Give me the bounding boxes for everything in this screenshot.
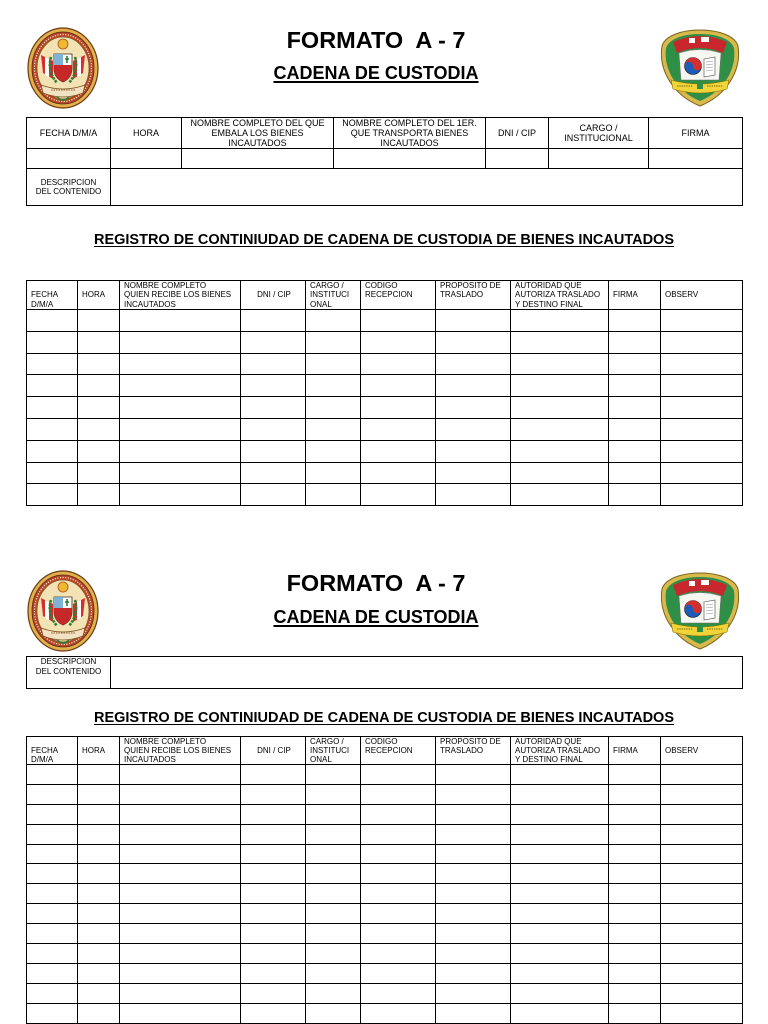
table-cell — [241, 844, 306, 864]
table-row — [27, 440, 743, 462]
table-cell — [361, 310, 436, 332]
table-cell — [361, 983, 436, 1003]
table-cell — [661, 331, 743, 353]
table-cell — [78, 765, 120, 785]
table-cell — [661, 824, 743, 844]
table-cell — [609, 418, 661, 440]
table-row — [27, 804, 743, 824]
table-cell — [241, 765, 306, 785]
table-cell — [661, 484, 743, 506]
table-cell — [78, 864, 120, 884]
table-cell — [361, 944, 436, 964]
table-cell — [120, 462, 241, 484]
table-cell — [361, 804, 436, 824]
table-cell — [511, 944, 609, 964]
column-header-position: CARGO / INSTITUCI ONAL — [306, 281, 361, 310]
table-cell — [609, 804, 661, 824]
table-cell — [27, 353, 78, 375]
table-cell — [27, 844, 78, 864]
table-cell — [436, 310, 511, 332]
table-cell — [306, 844, 361, 864]
table-cell — [511, 484, 609, 506]
table-cell — [661, 864, 743, 884]
table-cell — [511, 864, 609, 884]
column-header-signature: FIRMA — [609, 737, 661, 765]
table-cell — [120, 963, 241, 983]
table-cell — [241, 484, 306, 506]
table-cell — [609, 1003, 661, 1023]
table-cell — [120, 944, 241, 964]
table-cell — [609, 944, 661, 964]
table-cell — [661, 1003, 743, 1023]
table-cell — [361, 462, 436, 484]
table-cell — [361, 1003, 436, 1023]
table-cell — [241, 924, 306, 944]
table-row — [27, 310, 743, 332]
table-cell — [661, 844, 743, 864]
table-cell — [436, 353, 511, 375]
table-cell — [511, 418, 609, 440]
table-cell — [486, 149, 549, 169]
table-cell — [241, 397, 306, 419]
table-cell — [361, 375, 436, 397]
table-row — [27, 375, 743, 397]
table-cell — [306, 864, 361, 884]
table-cell — [78, 331, 120, 353]
column-header-signature: FIRMA — [609, 281, 661, 310]
table-cell — [511, 375, 609, 397]
table-cell — [436, 784, 511, 804]
table-cell — [306, 944, 361, 964]
table-cell — [661, 924, 743, 944]
table-cell — [306, 418, 361, 440]
table-cell — [511, 924, 609, 944]
table-cell — [661, 353, 743, 375]
table-cell — [661, 462, 743, 484]
table-cell — [241, 864, 306, 884]
table-row — [27, 765, 743, 785]
table-row — [27, 844, 743, 864]
table-cell — [511, 310, 609, 332]
table-cell — [78, 824, 120, 844]
table-cell — [182, 149, 334, 169]
table-cell — [609, 310, 661, 332]
table-cell — [78, 884, 120, 904]
form-subtitle: CADENA DE CUSTODIA — [273, 607, 479, 627]
table-cell — [511, 462, 609, 484]
table-row — [27, 462, 743, 484]
table-cell — [361, 864, 436, 884]
table-cell — [609, 904, 661, 924]
table-cell — [436, 331, 511, 353]
table-cell — [436, 884, 511, 904]
table-cell — [306, 353, 361, 375]
table-cell — [78, 924, 120, 944]
table-cell — [436, 824, 511, 844]
description-label: DESCRIPCION DEL CONTENIDO — [27, 169, 111, 206]
table-cell — [27, 884, 78, 904]
table-cell — [78, 1003, 120, 1023]
table-cell — [436, 983, 511, 1003]
table-cell — [661, 375, 743, 397]
table-cell — [361, 963, 436, 983]
table-cell — [27, 1003, 78, 1023]
description-field — [111, 169, 743, 206]
table-cell — [511, 963, 609, 983]
table-cell — [511, 784, 609, 804]
table-cell — [609, 884, 661, 904]
table-cell — [306, 784, 361, 804]
table-row — [27, 884, 743, 904]
table-cell — [511, 844, 609, 864]
table-cell — [661, 310, 743, 332]
table-cell — [120, 310, 241, 332]
description-row — [27, 657, 743, 689]
table-cell — [241, 963, 306, 983]
table-cell — [511, 983, 609, 1003]
table-cell — [436, 397, 511, 419]
table-row — [27, 149, 743, 169]
registry-table — [26, 280, 743, 506]
table-cell — [361, 418, 436, 440]
table-cell — [78, 804, 120, 824]
table-cell — [306, 310, 361, 332]
table-cell — [609, 331, 661, 353]
column-header-id: DNI / CIP — [486, 118, 549, 149]
table-cell — [306, 963, 361, 983]
column-header-reception-code: CODIGO RECEPCION — [361, 281, 436, 310]
table-cell — [120, 864, 241, 884]
table-cell — [436, 944, 511, 964]
table-row — [27, 924, 743, 944]
table-cell — [661, 418, 743, 440]
table-cell — [361, 824, 436, 844]
table-row — [27, 331, 743, 353]
table-cell — [361, 884, 436, 904]
table-row — [27, 1003, 743, 1023]
table-cell — [27, 440, 78, 462]
table-cell — [661, 944, 743, 964]
table-cell — [78, 440, 120, 462]
table-cell — [361, 397, 436, 419]
table-cell — [27, 397, 78, 419]
table-cell — [27, 804, 78, 824]
table-cell — [241, 1003, 306, 1023]
table-cell — [661, 397, 743, 419]
table-cell — [609, 844, 661, 864]
registry-table-body — [27, 765, 743, 1024]
table-cell — [120, 440, 241, 462]
column-header-authorizing-authority: AUTORIDAD QUE AUTORIZA TRASLADO Y DESTINO FINAL — [511, 281, 609, 310]
registry-heading: REGISTRO DE CONTINIUDAD DE CADENA DE CUSTODIA DE BIENES INCAUTADOS — [93, 232, 675, 248]
table-cell — [436, 804, 511, 824]
table-cell — [27, 864, 78, 884]
table-row — [27, 353, 743, 375]
table-cell — [334, 149, 486, 169]
table-cell — [609, 963, 661, 983]
table-cell — [78, 375, 120, 397]
table-cell — [511, 904, 609, 924]
table-cell — [511, 884, 609, 904]
column-header-position: CARGO / INSTITUCIONAL — [549, 118, 649, 149]
form-subtitle: CADENA DE CUSTODIA — [273, 63, 479, 83]
description-field — [111, 657, 743, 689]
column-header-packer-name: NOMBRE COMPLETO DEL QUE EMBALA LOS BIENES INCAUTADOS — [182, 118, 334, 149]
table-cell — [609, 924, 661, 944]
column-header-transfer-purpose: PROPOSITO DE TRASLADO — [436, 281, 511, 310]
table-cell — [241, 784, 306, 804]
table-cell — [361, 440, 436, 462]
table-cell — [306, 904, 361, 924]
column-header-id: DNI / CIP — [241, 737, 306, 765]
table-row — [27, 944, 743, 964]
registry-heading: REGISTRO DE CONTINIUDAD DE CADENA DE CUSTODIA DE BIENES INCAUTADOS — [93, 710, 675, 726]
column-header-transporter-name: NOMBRE COMPLETO DEL 1ER. QUE TRANSPORTA BIENES INCAUTADOS — [334, 118, 486, 149]
column-header-observations: OBSERV — [661, 281, 743, 310]
table-cell — [120, 375, 241, 397]
column-header-time: HORA — [78, 281, 120, 310]
table-cell — [27, 924, 78, 944]
table-cell — [361, 904, 436, 924]
registry-table — [26, 736, 743, 1024]
table-cell — [609, 824, 661, 844]
column-header-time: HORA — [78, 737, 120, 765]
table-cell — [511, 353, 609, 375]
table-cell — [27, 331, 78, 353]
table-cell — [609, 765, 661, 785]
table-cell — [361, 844, 436, 864]
table-cell — [241, 804, 306, 824]
table-cell — [241, 462, 306, 484]
table-cell — [120, 397, 241, 419]
table-cell — [436, 765, 511, 785]
column-header-observations: OBSERV — [661, 737, 743, 765]
table-cell — [241, 418, 306, 440]
table-cell — [436, 484, 511, 506]
table-row — [27, 963, 743, 983]
table-cell — [27, 375, 78, 397]
table-cell — [436, 375, 511, 397]
table-header-row — [27, 281, 743, 310]
table-cell — [241, 983, 306, 1003]
table-cell — [306, 331, 361, 353]
table-cell — [661, 983, 743, 1003]
table-cell — [511, 804, 609, 824]
table-cell — [609, 375, 661, 397]
table-row — [27, 784, 743, 804]
table-cell — [78, 310, 120, 332]
table-cell — [120, 804, 241, 824]
table-cell — [661, 904, 743, 924]
table-cell — [661, 784, 743, 804]
column-header-date: FECHA D/M/A — [27, 118, 111, 149]
table-header-row — [27, 118, 743, 149]
table-cell — [111, 149, 182, 169]
table-cell — [241, 884, 306, 904]
column-header-transfer-purpose: PROPOSITO DE TRASLADO — [436, 737, 511, 765]
table-cell — [120, 353, 241, 375]
column-header-authorizing-authority: AUTORIDAD QUE AUTORIZA TRASLADO Y DESTINO FINAL — [511, 737, 609, 765]
table-cell — [306, 397, 361, 419]
table-cell — [306, 824, 361, 844]
description-table — [26, 656, 743, 689]
column-header-reception-code: CODIGO RECEPCION — [361, 737, 436, 765]
table-cell — [649, 149, 743, 169]
table-row — [27, 484, 743, 506]
table-cell — [27, 462, 78, 484]
table-cell — [241, 353, 306, 375]
table-cell — [609, 397, 661, 419]
table-cell — [78, 963, 120, 983]
table-cell — [436, 1003, 511, 1023]
table-cell — [306, 1003, 361, 1023]
table-cell — [120, 1003, 241, 1023]
table-cell — [27, 784, 78, 804]
table-cell — [78, 983, 120, 1003]
table-cell — [436, 462, 511, 484]
table-cell — [306, 440, 361, 462]
table-cell — [27, 484, 78, 506]
table-cell — [361, 784, 436, 804]
description-label: DESCRIPCION DEL CONTENIDO — [27, 657, 111, 689]
table-cell — [361, 331, 436, 353]
table-cell — [661, 884, 743, 904]
table-row — [27, 824, 743, 844]
table-cell — [306, 924, 361, 944]
table-cell — [120, 765, 241, 785]
table-cell — [120, 983, 241, 1003]
table-cell — [241, 440, 306, 462]
table-cell — [306, 765, 361, 785]
form-title: FORMATO A - 7 — [286, 27, 466, 53]
table-cell — [241, 944, 306, 964]
table-cell — [78, 418, 120, 440]
table-cell — [27, 310, 78, 332]
table-cell — [609, 983, 661, 1003]
table-cell — [78, 944, 120, 964]
table-cell — [609, 462, 661, 484]
column-header-position: CARGO / INSTITUCI ONAL — [306, 737, 361, 765]
table-cell — [436, 418, 511, 440]
table-cell — [436, 963, 511, 983]
custody-table — [26, 117, 743, 206]
table-cell — [27, 824, 78, 844]
table-cell — [609, 440, 661, 462]
table-row — [27, 864, 743, 884]
table-cell — [27, 983, 78, 1003]
table-cell — [436, 864, 511, 884]
table-cell — [306, 884, 361, 904]
table-cell — [306, 804, 361, 824]
table-cell — [120, 824, 241, 844]
table-row — [27, 397, 743, 419]
table-cell — [661, 765, 743, 785]
table-cell — [306, 484, 361, 506]
table-cell — [27, 418, 78, 440]
table-cell — [241, 310, 306, 332]
table-cell — [361, 353, 436, 375]
table-cell — [78, 844, 120, 864]
table-cell — [511, 440, 609, 462]
table-cell — [27, 944, 78, 964]
table-cell — [511, 824, 609, 844]
table-cell — [27, 149, 111, 169]
column-header-date: FECHA D/M/A — [27, 737, 78, 765]
table-cell — [120, 784, 241, 804]
table-cell — [661, 963, 743, 983]
column-header-receiver-name: NOMBRE COMPLETO QUIEN RECIBE LOS BIENES INCAUTADOS — [120, 281, 241, 310]
table-cell — [609, 484, 661, 506]
table-cell — [306, 462, 361, 484]
description-row — [27, 169, 743, 206]
table-cell — [661, 440, 743, 462]
table-cell — [120, 924, 241, 944]
table-cell — [120, 844, 241, 864]
table-cell — [120, 904, 241, 924]
table-cell — [511, 331, 609, 353]
column-header-id: DNI / CIP — [241, 281, 306, 310]
table-cell — [78, 484, 120, 506]
table-cell — [27, 904, 78, 924]
table-cell — [120, 484, 241, 506]
form-title: FORMATO A - 7 — [286, 570, 466, 596]
table-row — [27, 983, 743, 1003]
table-cell — [241, 904, 306, 924]
table-cell — [511, 765, 609, 785]
table-cell — [609, 784, 661, 804]
registry-table-body — [27, 310, 743, 506]
table-cell — [78, 904, 120, 924]
table-cell — [361, 765, 436, 785]
column-header-time: HORA — [111, 118, 182, 149]
table-cell — [120, 418, 241, 440]
table-cell — [609, 353, 661, 375]
table-cell — [120, 331, 241, 353]
column-header-date: FECHA D/M/A — [27, 281, 78, 310]
table-cell — [241, 375, 306, 397]
table-cell — [241, 824, 306, 844]
table-cell — [361, 924, 436, 944]
table-cell — [661, 804, 743, 824]
table-cell — [78, 397, 120, 419]
table-header-row — [27, 737, 743, 765]
table-cell — [241, 331, 306, 353]
table-cell — [27, 963, 78, 983]
table-cell — [436, 440, 511, 462]
table-cell — [78, 353, 120, 375]
table-cell — [609, 864, 661, 884]
table-cell — [436, 844, 511, 864]
table-cell — [549, 149, 649, 169]
table-cell — [27, 765, 78, 785]
table-row — [27, 904, 743, 924]
column-header-receiver-name: NOMBRE COMPLETO QUIEN RECIBE LOS BIENES INCAUTADOS — [120, 737, 241, 765]
table-row — [27, 418, 743, 440]
table-cell — [361, 484, 436, 506]
table-cell — [436, 904, 511, 924]
table-cell — [511, 397, 609, 419]
table-cell — [120, 884, 241, 904]
table-cell — [78, 784, 120, 804]
table-cell — [306, 983, 361, 1003]
table-cell — [306, 375, 361, 397]
table-cell — [511, 1003, 609, 1023]
table-cell — [436, 924, 511, 944]
column-header-signature: FIRMA — [649, 118, 743, 149]
table-cell — [78, 462, 120, 484]
